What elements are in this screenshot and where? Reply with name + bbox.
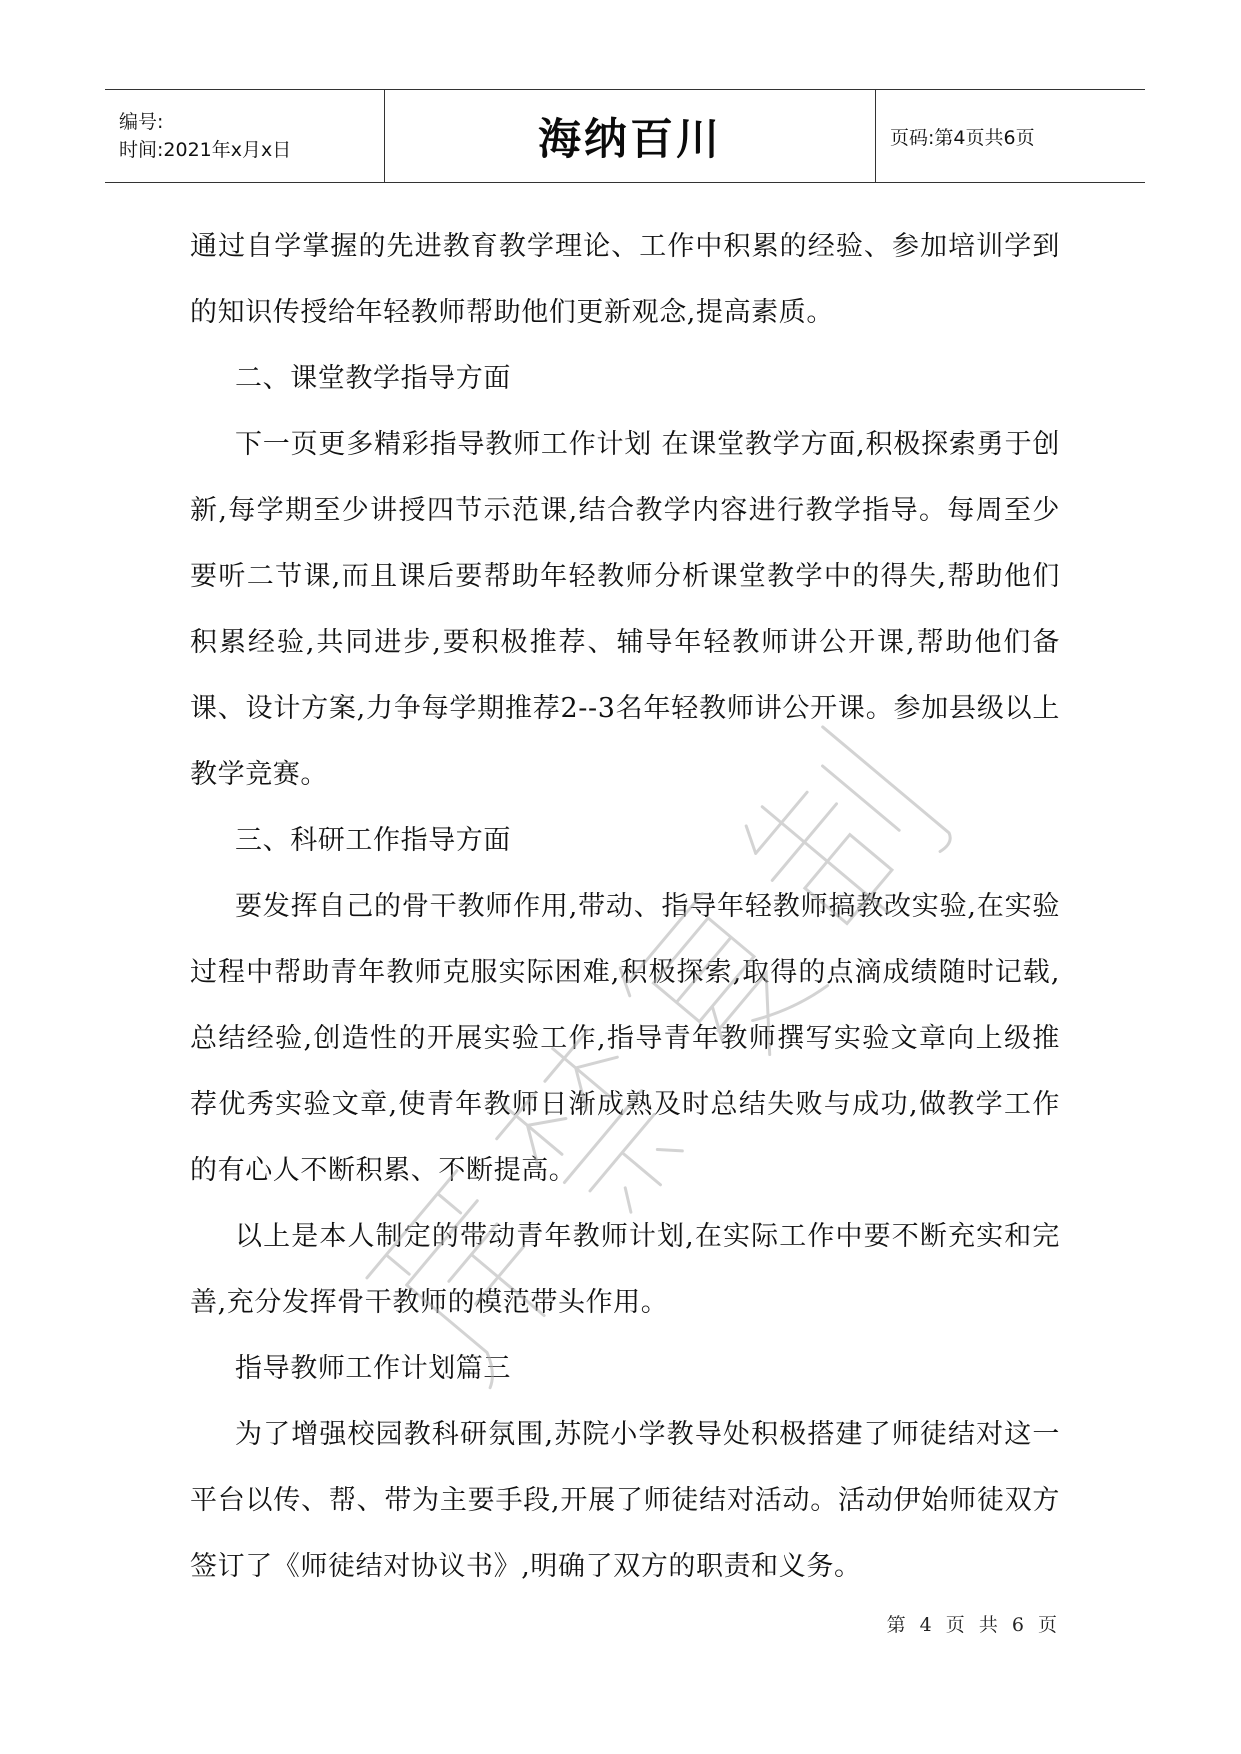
paragraph-8: 为了增强校园教科研氛围,苏院小学教导处积极搭建了师徒结对这一平台以传、帮、带为主要手段,开展了师徒结对活动。活动伊始师徒双方签订了《师徒结对协议书》,明确了双方的职责和义务。 [190,1419,1060,1582]
paragraph-4: 三、科研工作指导方面 [235,825,511,856]
paragraph-1: 通过自学掌握的先进教育教学理论、工作中积累的经验、参加培训学到的知识传授给年轻教师帮助他们更新观念,提高素质。 [190,231,1060,328]
paragraph-7: 指导教师工作计划篇三 [235,1353,511,1384]
paragraph-3: 下一页更多精彩指导教师工作计划 在课堂教学方面,积极探索勇于创新,每学期至少讲授四节示范课,结合教学内容进行教学指导。每周至少要听二节课,而且课后要帮助年轻教师分析课堂教学中的得失,帮助他们积累经验,共同进步,要积极推荐、辅导年轻教师讲公开课,帮助他们备课、设计方案,力争每学期推荐2--3名年轻教师讲公开课。参加县级以上教学竞赛。 [190,429,1060,790]
header-meta [105,90,385,182]
header-brand-cell [385,90,876,182]
paragraph-6: 以上是本人制定的带动青年教师计划,在实际工作中要不断充实和完善,充分发挥骨干教师的模范带头作用。 [190,1221,1060,1318]
header-page-label: 页码:第4页共6页 [890,126,1035,149]
header-time-label: 时间:2021年x月x日 [119,139,292,161]
document-header [105,89,1145,183]
paragraph-5: 要发挥自己的骨干教师作用,带动、指导年轻教师搞教改实验,在实验过程中帮助青年教师克服实际困难,积极探索,取得的点滴成绩随时记载,总结经验,创造性的开展实验工作,指导青年教师撰写实验文章向上级推荐优秀实验文章,使青年教师日渐成熟及时总结失败与成功,做教学工作的有心人不断积累、不断提高。 [190,891,1060,1186]
body-text [190,214,1060,1600]
header-page-cell [876,90,1145,182]
header-number-label: 编号: [119,111,164,133]
paragraph-2: 二、课堂教学指导方面 [235,363,511,394]
page-footer: 第 4 页 共 6 页 [886,1614,1061,1636]
header-brand: 海纳百川 [538,114,722,165]
